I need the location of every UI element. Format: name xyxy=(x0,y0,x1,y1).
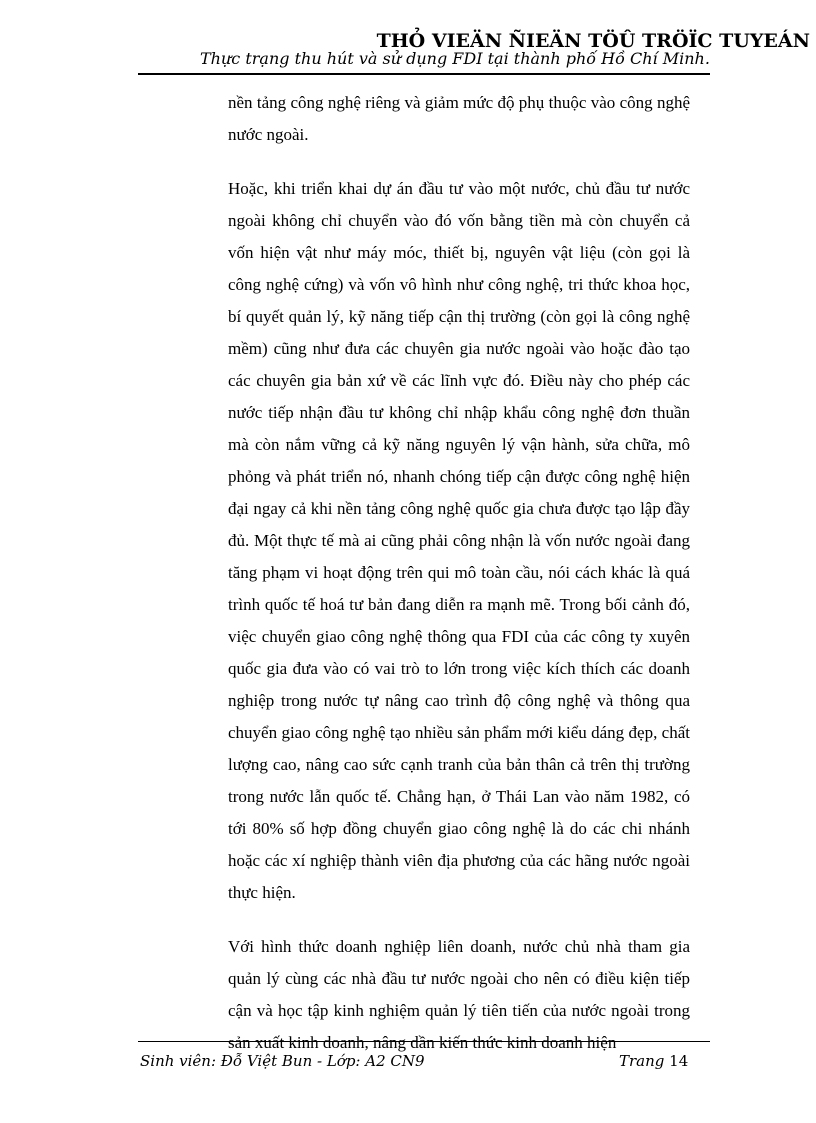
page-number: 14 xyxy=(669,1052,689,1070)
footer-page-number xyxy=(619,1052,688,1070)
paragraph: nền tảng công nghệ riêng và giảm mức độ phụ thuộc vào công nghệ nước ngoài. xyxy=(228,93,690,144)
library-watermark: THỎ VIEÄN ÑIEÄN TÖÛ TRÖÏC TUYEÁN xyxy=(376,30,810,52)
page-label: Trang xyxy=(619,1052,665,1070)
paragraph: Hoặc, khi triển khai dự án đầu tư vào một nước, chủ đầu tư nước ngoài không chỉ chuyển vào đó vốn bằng tiền mà còn chuyển cả vốn hiện vật như máy móc, thiết bị, nguyên vật liệu (còn gọi là công nghệ cứng) và vốn vô hình như công nghệ, tri thức khoa học, bí quyết quản lý, kỹ năng tiếp cận thị trường (còn gọi là công nghệ mềm) cũng như đưa các chuyên gia nước ngoài vào hoặc đào tạo các chuyên gia bản xứ về các lĩnh vực đó. Điều này cho phép các nước tiếp nhận đầu tư không chỉ nhập khẩu công nghệ đơn thuần mà còn nắm vững cả kỹ năng nguyên lý vận hành, sửa chữa, mô phỏng và phát triển nó, nhanh chóng tiếp cận được công nghệ hiện đại ngay cả khi nền tảng công nghệ quốc gia chưa được tạo lập đầy đủ. Một thực tế mà ai cũng phải công nhận là vốn nước ngoài đang tăng phạm vi hoạt động trên qui mô toàn cầu, nói cách khác là quá trình quốc tế hoá tư bản đang diễn ra mạnh mẽ. Trong bối cảnh đó, việc chuyển giao công nghệ thông qua FDI của các công ty xuyên quốc gia đưa vào có vai trò to lớn trong việc kích thích các doanh nghiệp trong nước tự nâng cao trình độ công nghệ và thông qua chuyển giao công nghệ tạo nhiều sản phẩm mới kiểu dáng đẹp, chất lượng cao, nâng cao sức cạnh tranh của bản thân cả trên thị trường trong nước lẫn quốc tế. Chẳng hạn, ở Thái Lan vào năm 1982, có tới 80% số hợp đồng chuyển giao công nghệ là do các chi nhánh hoặc các xí nghiệp thành viên địa phương của các hãng nước ngoài thực hiện. xyxy=(228,179,690,902)
paragraph: Với hình thức doanh nghiệp liên doanh, nước chủ nhà tham gia quản lý cùng các nhà đầu tư nước ngoài cho nên có điều kiện tiếp cận và học tập kinh nghiệm quản lý tiên tiến của nước ngoài trong sản xuất kinh doanh, nâng dần kiến thức kinh doanh hiện xyxy=(228,937,690,1052)
footer-divider xyxy=(138,1041,710,1042)
header-divider xyxy=(138,73,710,75)
body-text xyxy=(228,87,690,1059)
footer-student-info: Sinh viên: Đỗ Việt Bun - Lớp: A2 CN9 xyxy=(140,1052,425,1070)
page-header-title: Thực trạng thu hút và sử dụng FDI tại thành phố Hồ Chí Minh. xyxy=(200,49,710,68)
